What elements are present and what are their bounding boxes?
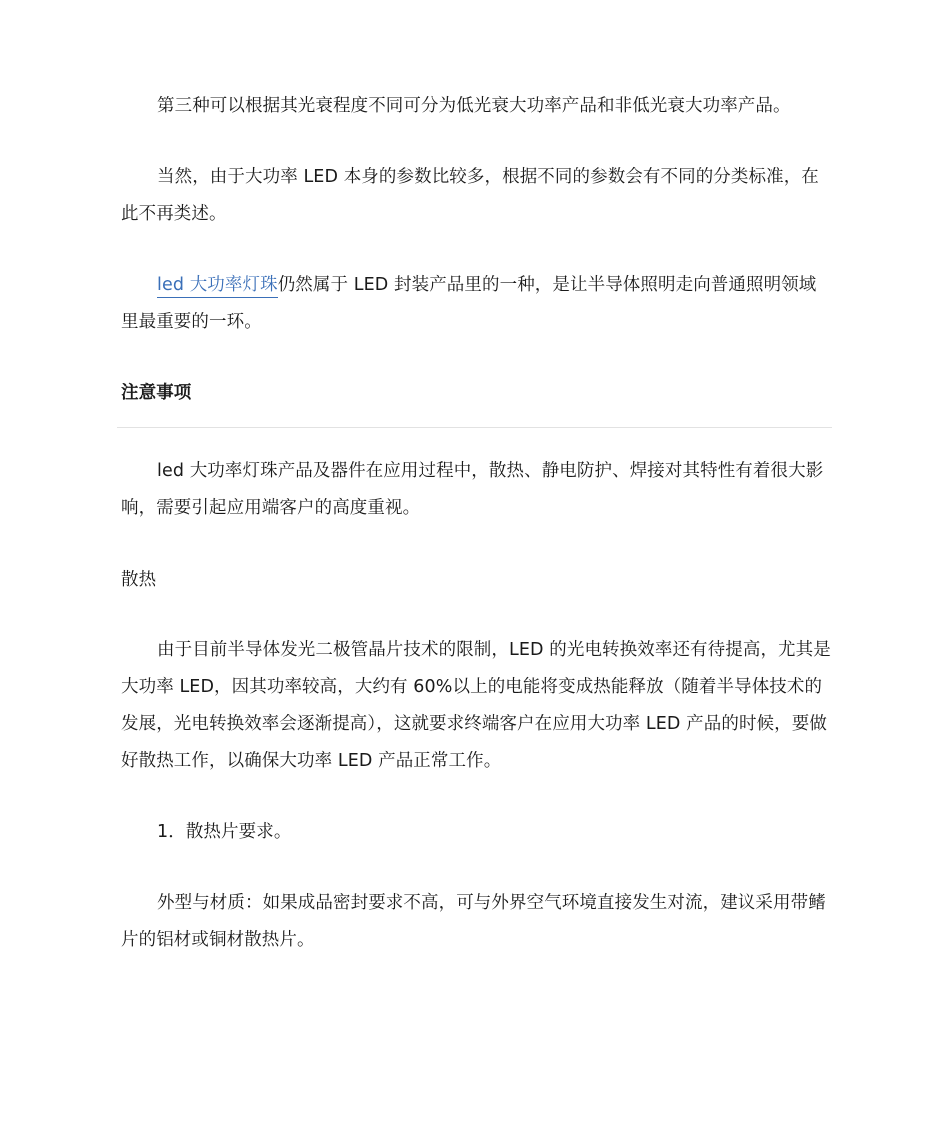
led-beads-link[interactable]: led 大功率灯珠 xyxy=(157,275,278,298)
paragraph-heat-dissipation: 由于目前半导体发光二极管晶片技术的限制，LED 的光电转换效率还有待提高，尤其是大功率 LED，因其功率较高，大约有 60%以上的电能将变成热能释放（随着半导体技术的发展，光电转换效率会逐渐提高），这就要求终端客户在应用大功率 LED 产品的时候，要做好散热工作，以确保大功率 LED 产品正常工作。 xyxy=(121,640,831,771)
paragraph-heatsink-material: 外型与材质：如果成品密封要求不高，可与外界空气环境直接发生对流，建议采用带鳍片的铝材或铜材散热片。 xyxy=(121,893,826,950)
paragraph-application: led 大功率灯珠产品及器件在应用过程中，散热、静电防护、焊接对其特性有着很大影响，需要引起应用端客户的高度重视。 xyxy=(121,461,824,518)
section-divider xyxy=(117,427,832,428)
paragraph-light-decay: 第三种可以根据其光衰程度不同可分为低光衰大功率产品和非低光衰大功率产品。 xyxy=(157,96,791,116)
list-item-heatsink: 1．散热片要求。 xyxy=(157,822,292,842)
paragraph-led-beads-text: 仍然属于 LED 封装产品里的一种，是让半导体照明走向普通照明领域里最重要的一环。 xyxy=(121,275,817,332)
subheading-heat-dissipation: 散热 xyxy=(121,570,157,590)
paragraph-led-beads xyxy=(121,267,833,341)
paragraph-classification: 当然，由于大功率 LED 本身的参数比较多，根据不同的参数会有不同的分类标准，在此不再类述。 xyxy=(121,167,819,224)
section-heading: 注意事项 xyxy=(121,383,192,403)
